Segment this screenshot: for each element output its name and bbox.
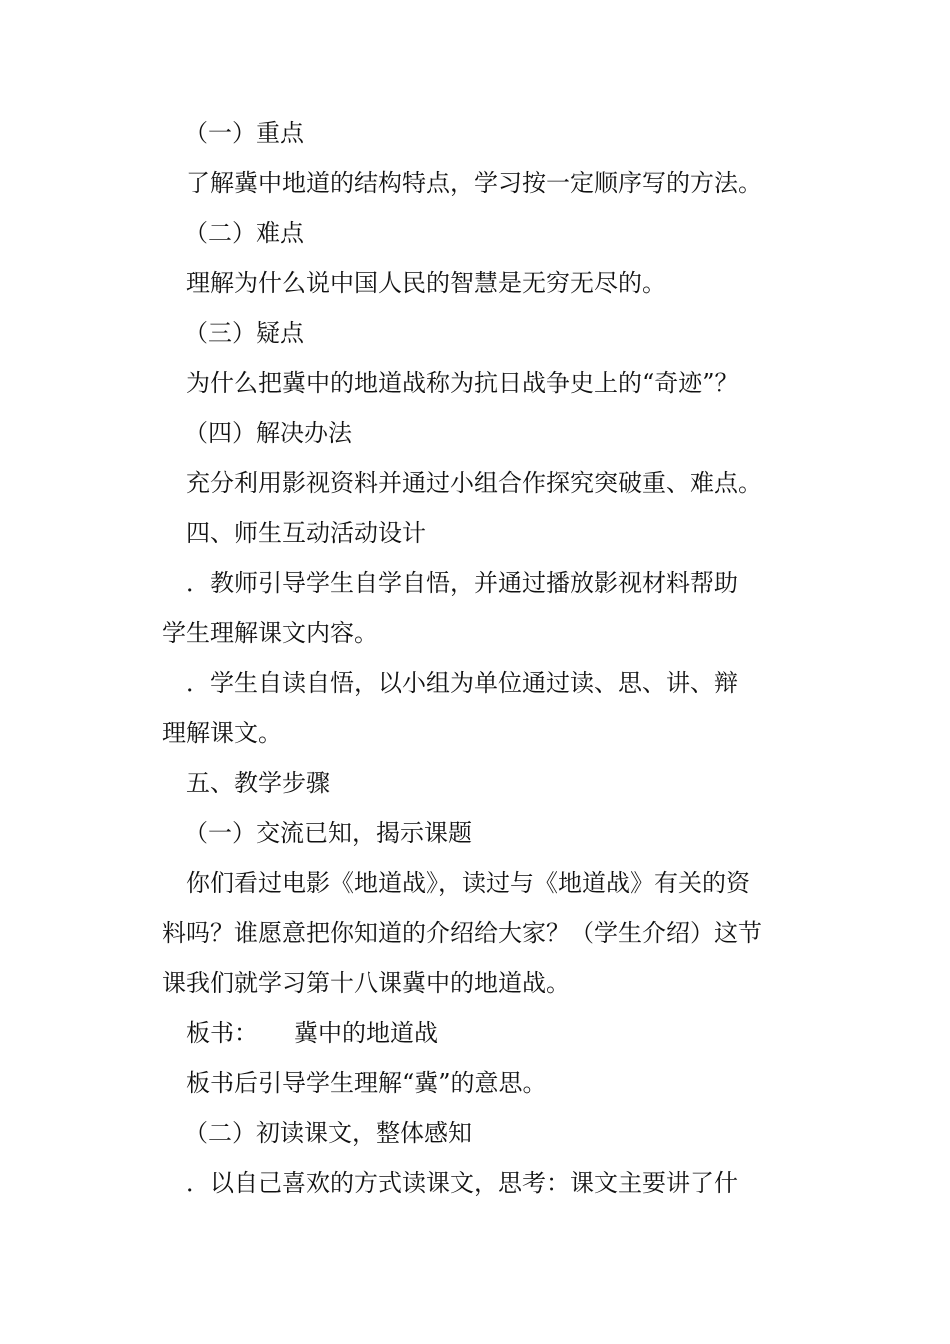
heading-doubt: （三）疑点 [184,319,304,347]
heading-step-two: （二）初读课文，整体感知 [184,1119,472,1147]
paragraph-doubt: 为什么把冀中的地道战称为抗日战争史上的“奇迹”？ [186,369,739,397]
section-heading-steps: 五、教学步骤 [186,769,330,797]
section-heading-interaction: 四、师生互动活动设计 [186,519,426,547]
paragraph-student-reading-line1: ．学生自读自悟，以小组为单位通过读、思、讲、辩 [186,669,738,697]
paragraph-solution: 充分利用影视资料并通过小组合作探究突破重、难点。 [186,469,762,497]
paragraph-key-point: 了解冀中地道的结构特点，学习按一定顺序写的方法。 [186,169,762,197]
paragraph-teacher-guidance-line2: 学生理解课文内容。 [162,619,378,647]
paragraph-teacher-guidance-line1: ．教师引导学生自学自悟，并通过播放影视材料帮助 [186,569,738,597]
board-writing-line [162,1008,802,1058]
paragraph-board-explain: 板书后引导学生理解“冀”的意思。 [186,1069,547,1097]
paragraph-intro-line3: 课我们就学习第十八课冀中的地道战。 [162,969,570,997]
document-body [162,108,802,1208]
paragraph-intro-line1: 你们看过电影《地道战》，读过与《地道战》有关的资 [186,869,750,897]
paragraph-student-reading-line2: 理解课文。 [162,719,282,747]
heading-step-one: （一）交流已知，揭示课题 [184,819,472,847]
paragraph-first-reading: ．以自己喜欢的方式读课文，思考：课文主要讲了什 [186,1169,738,1197]
board-writing-label: 板书： [186,1019,258,1047]
paragraph-intro-line2: 料吗？谁愿意把你知道的介绍给大家？（学生介绍）这节 [162,919,762,947]
heading-key-point: （一）重点 [184,119,304,147]
heading-solution: （四）解决办法 [184,419,352,447]
paragraph-difficulty: 理解为什么说中国人民的智慧是无穷无尽的。 [186,269,666,297]
heading-difficulty: （二）难点 [184,219,304,247]
board-writing-title: 冀中的地道战 [294,1019,438,1047]
